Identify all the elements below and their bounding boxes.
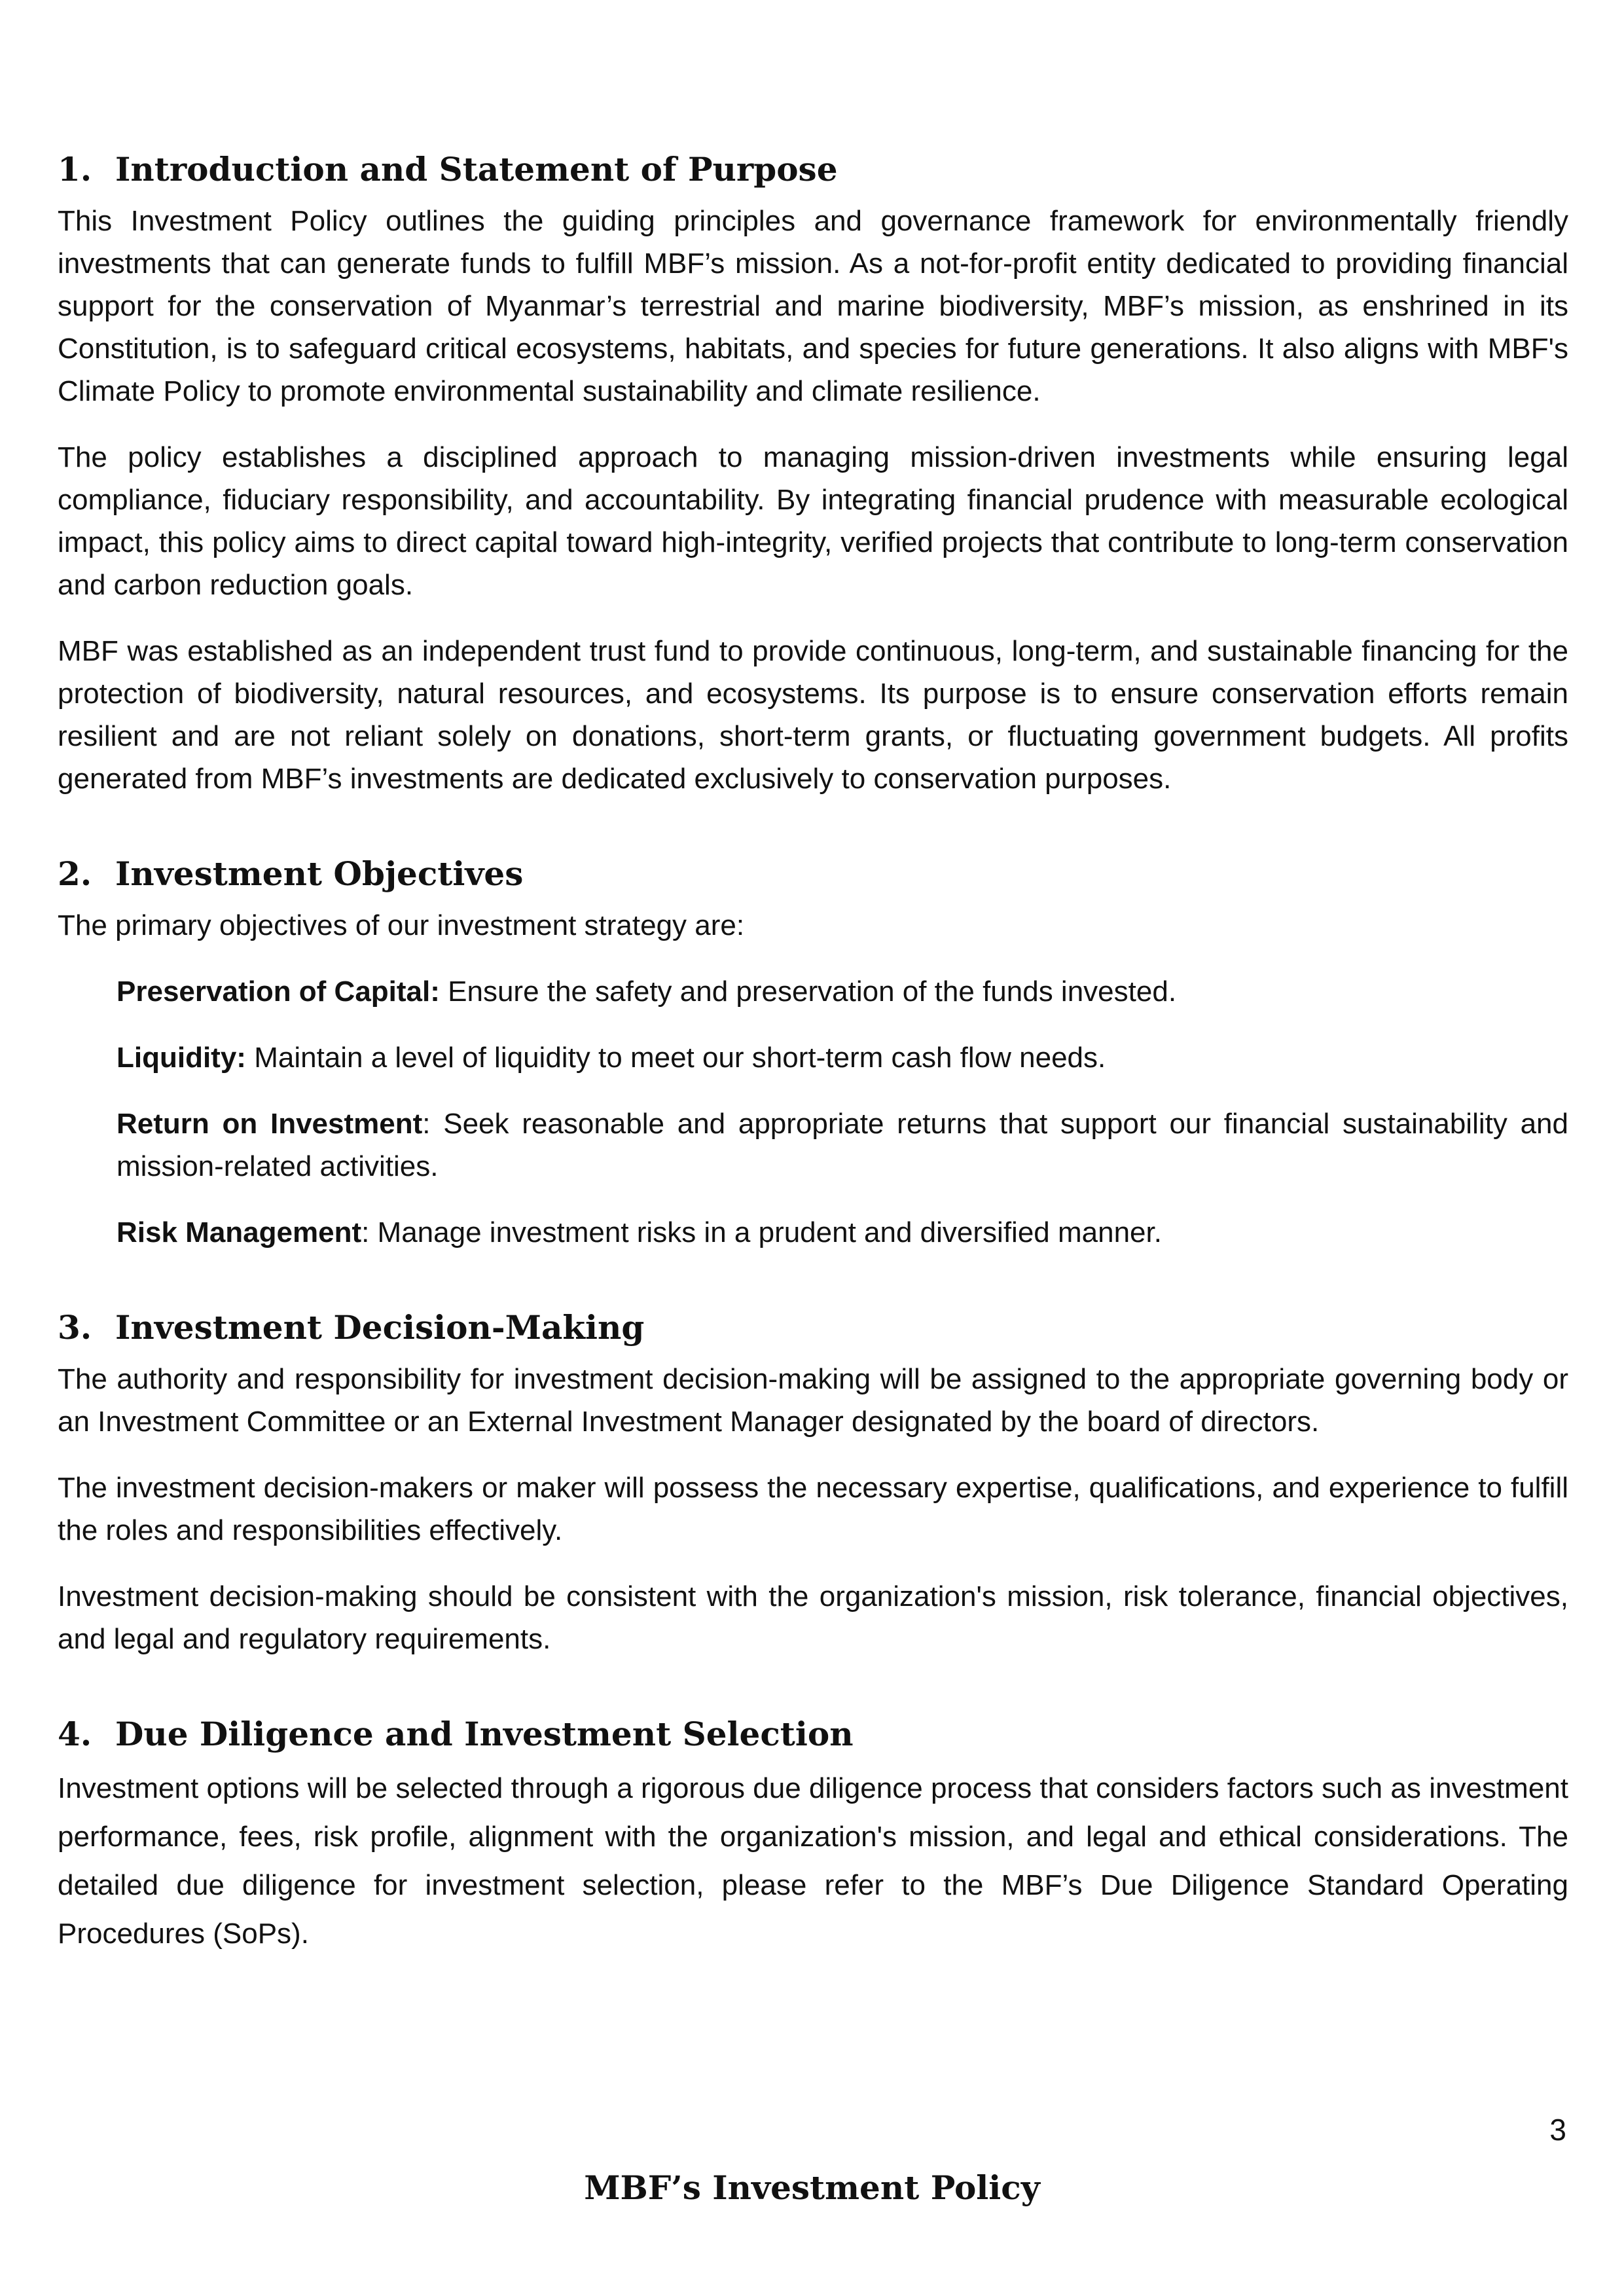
section-heading-due-diligence bbox=[58, 1713, 1568, 1755]
paragraph: This Investment Policy outlines the guiding principles and governance framework for environmentally friendly investments that can generate funds to fulfill MBF’s mission. As a not-for-profit entity dedicated to providing financial support for the conservation of Myanmar’s terrestrial and marine biodiversity, MBF’s mission, as enshrined in its Constitution, is to safeguard critical ecosystems, habitats, and species for future generations. It also aligns with MBF's Climate Policy to promote environmental sustainability and climate resilience. bbox=[58, 205, 1568, 407]
section-title: Investment Objectives bbox=[115, 854, 524, 893]
section-title: Introduction and Statement of Purpose bbox=[115, 150, 838, 189]
objective-term: Preservation of Capital: bbox=[117, 975, 440, 1008]
section-title: Investment Decision-Making bbox=[115, 1308, 645, 1347]
paragraph: The investment decision-makers or maker will possess the necessary expertise, qualifications, and experience to fulfill the roles and responsibilities effectively. bbox=[58, 1472, 1568, 1546]
paragraph: The authority and responsibility for investment decision-making will be assigned to the appropriate governing body or an Investment Committee or an External Investment Manager designated by the board of directors. bbox=[58, 1363, 1568, 1438]
objective-text: Ensure the safety and preservation of the funds invested. bbox=[439, 975, 1177, 1008]
objective-item bbox=[117, 1102, 1568, 1188]
objective-item bbox=[117, 1036, 1568, 1079]
section-number: 4. bbox=[58, 1715, 92, 1753]
page-footer: MBF’s Investment Policy bbox=[584, 2168, 1040, 2207]
objectives-intro: The primary objectives of our investment strategy are: bbox=[58, 909, 745, 941]
objective-text: : Seek reasonable and appropriate returns that support our financial sustainability and mission-related activities. bbox=[117, 1108, 1568, 1182]
objective-term: Return on Investment bbox=[117, 1108, 423, 1140]
paragraph: Investment options will be selected through a rigorous due diligence process that considers factors such as investment performance, fees, risk profile, alignment with the organization's mission, and legal and ethical considerations. The detailed due diligence for investment selection, please refer to the MBF’s Due Diligence Standard Operating Procedures (SoPs). bbox=[58, 1772, 1568, 1950]
objective-item bbox=[117, 1211, 1568, 1254]
paragraph: Investment decision-making should be consistent with the organization's mission, risk tolerance, financial objectives, and legal and regulatory requirements. bbox=[58, 1580, 1568, 1655]
objective-text: Maintain a level of liquidity to meet our short-term cash flow needs. bbox=[245, 1042, 1106, 1074]
section-heading-decision-making bbox=[58, 1306, 1568, 1349]
objective-item bbox=[117, 970, 1568, 1013]
section-heading-investment-objectives bbox=[58, 852, 1568, 895]
section-number: 1. bbox=[58, 150, 92, 189]
section-number: 3. bbox=[58, 1308, 92, 1347]
page-number: 3 bbox=[1549, 2113, 1566, 2147]
section-heading-introduction bbox=[58, 148, 1568, 191]
section-title: Due Diligence and Investment Selection bbox=[115, 1715, 854, 1753]
objective-text: : Manage investment risks in a prudent and diversified manner. bbox=[361, 1216, 1162, 1248]
page-content bbox=[58, 148, 1568, 1982]
paragraph: MBF was established as an independent trust fund to provide continuous, long-term, and sustainable financing for the protection of biodiversity, natural resources, and ecosystems. Its purpose is to ensure conservation efforts remain resilient and are not reliant solely on donations, short-term grants, or fluctuating government budgets. All profits generated from MBF’s investments are dedicated exclusively to conservation purposes. bbox=[58, 635, 1568, 795]
paragraph: The policy establishes a disciplined approach to managing mission-driven investments while ensuring legal compliance, fiduciary responsibility, and accountability. By integrating financial prudence with measurable ecological impact, this policy aims to direct capital toward high-integrity, verified projects that contribute to long-term conservation and carbon reduction goals. bbox=[58, 441, 1568, 601]
objective-term: Liquidity: bbox=[117, 1042, 246, 1074]
section-number: 2. bbox=[58, 854, 92, 893]
objective-term: Risk Management bbox=[117, 1216, 362, 1248]
